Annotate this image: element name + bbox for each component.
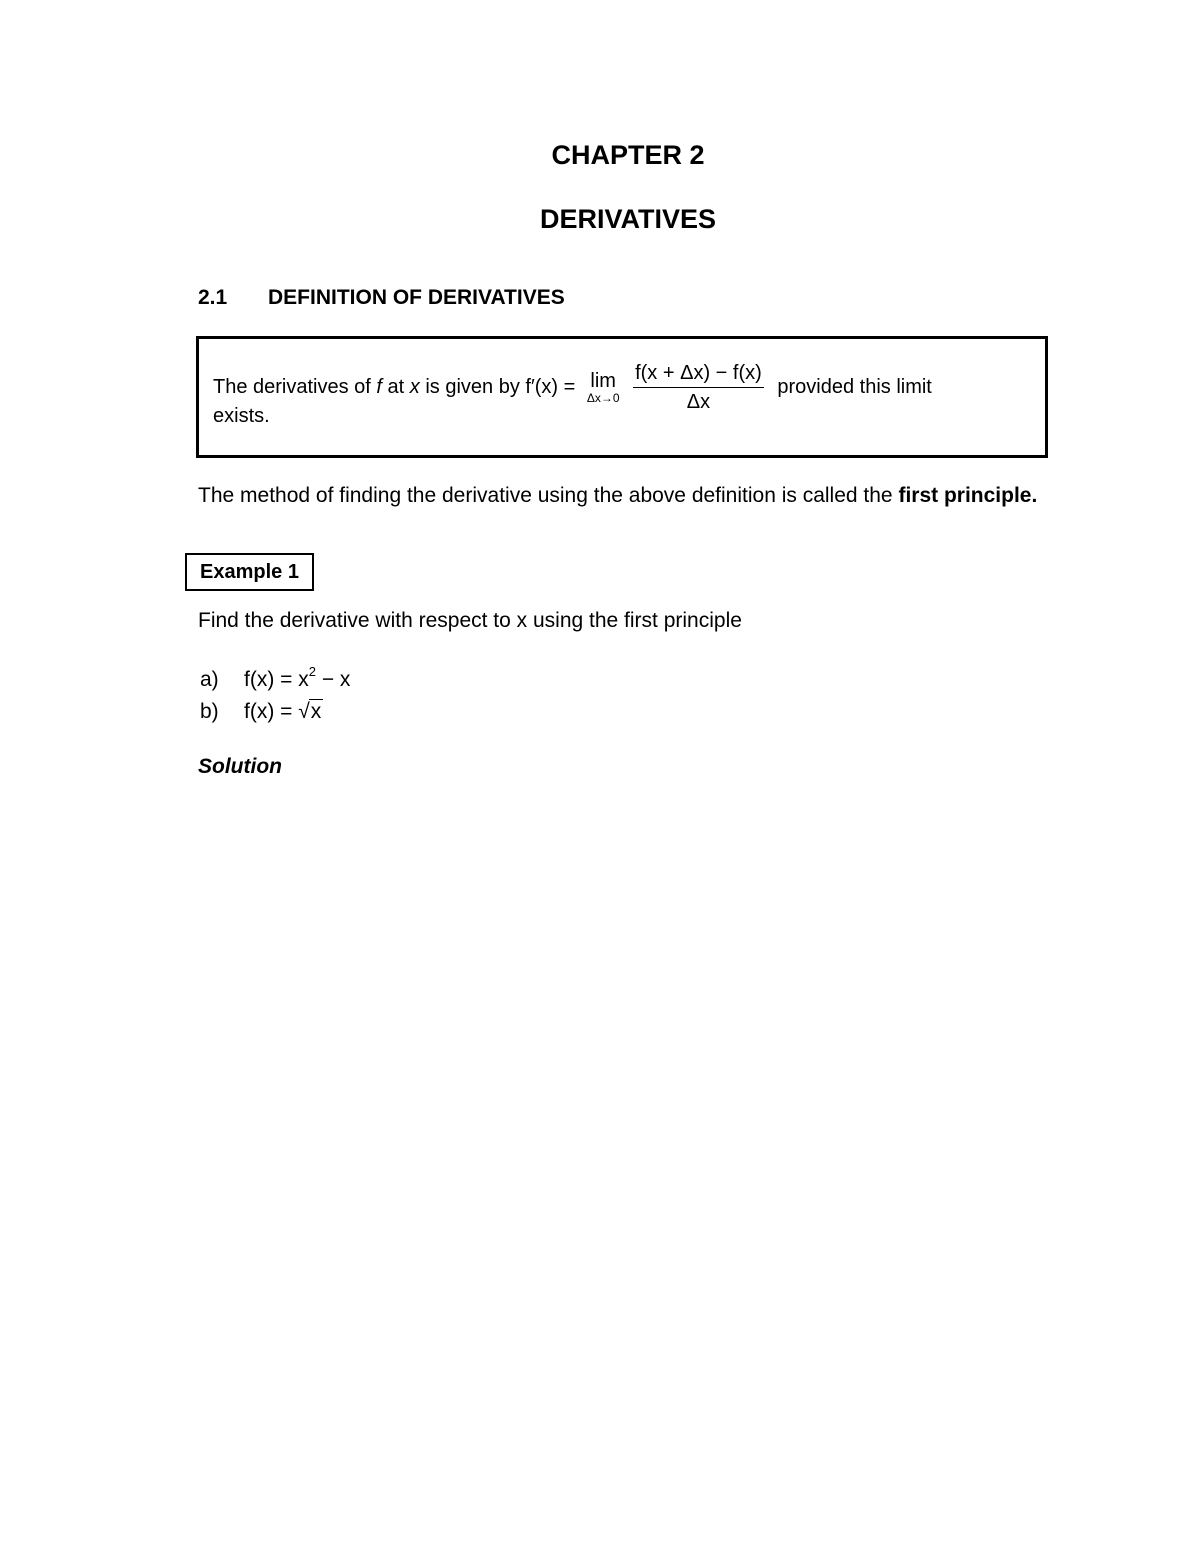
square-root [298, 700, 323, 724]
section-title: DEFINITION OF DERIVATIVES [268, 286, 565, 309]
item-b-lhs: f(x) = [244, 700, 299, 723]
item-a-lhs: f(x) = x [244, 668, 309, 691]
item-b-label: b) [200, 700, 219, 723]
section-heading [198, 286, 565, 310]
definition-text-before: The derivatives of [213, 375, 377, 398]
solution-label: Solution [198, 755, 282, 778]
paragraph-bold: first principle. [898, 484, 1038, 507]
example-instruction: Find the derivative with respect to x using the first principle [198, 609, 742, 632]
radicand: x [310, 700, 322, 723]
definition-text-given: is given by [419, 375, 526, 398]
limit-word: lim [590, 369, 616, 392]
example-label: Example 1 [185, 553, 314, 591]
chapter-subtitle: DERIVATIVES [539, 204, 717, 234]
definition-text-at: at [381, 375, 410, 398]
example-item-a [200, 664, 350, 692]
chapter-title: CHAPTER 2 [551, 140, 705, 170]
item-a-rhs: − x [316, 668, 351, 691]
definition-text-after: provided this limit [777, 375, 932, 398]
difference-quotient [633, 361, 764, 414]
derivative-lhs: f′(x) = [525, 375, 576, 398]
paragraph-text: The method of finding the derivative using the above definition is called the [198, 484, 899, 507]
definition-var-f: f [376, 375, 382, 398]
definition-var-x: x [409, 375, 420, 398]
limit-subscript: Δx→0 [586, 390, 620, 405]
definition-line-2: exists. [213, 405, 270, 427]
quotient-numerator: f(x + Δx) − f(x) [633, 361, 764, 388]
quotient-denominator: Δx [686, 391, 711, 413]
limit-operator [587, 371, 620, 405]
item-a-exponent: 2 [308, 664, 316, 679]
example-item-b [200, 700, 323, 724]
section-number: 2.1 [198, 286, 228, 309]
radical-sign: √ [298, 700, 310, 723]
item-a-label: a) [200, 668, 219, 691]
definition-box [196, 336, 1048, 458]
definition-line-1 [213, 361, 932, 414]
first-principle-paragraph [198, 484, 1037, 508]
